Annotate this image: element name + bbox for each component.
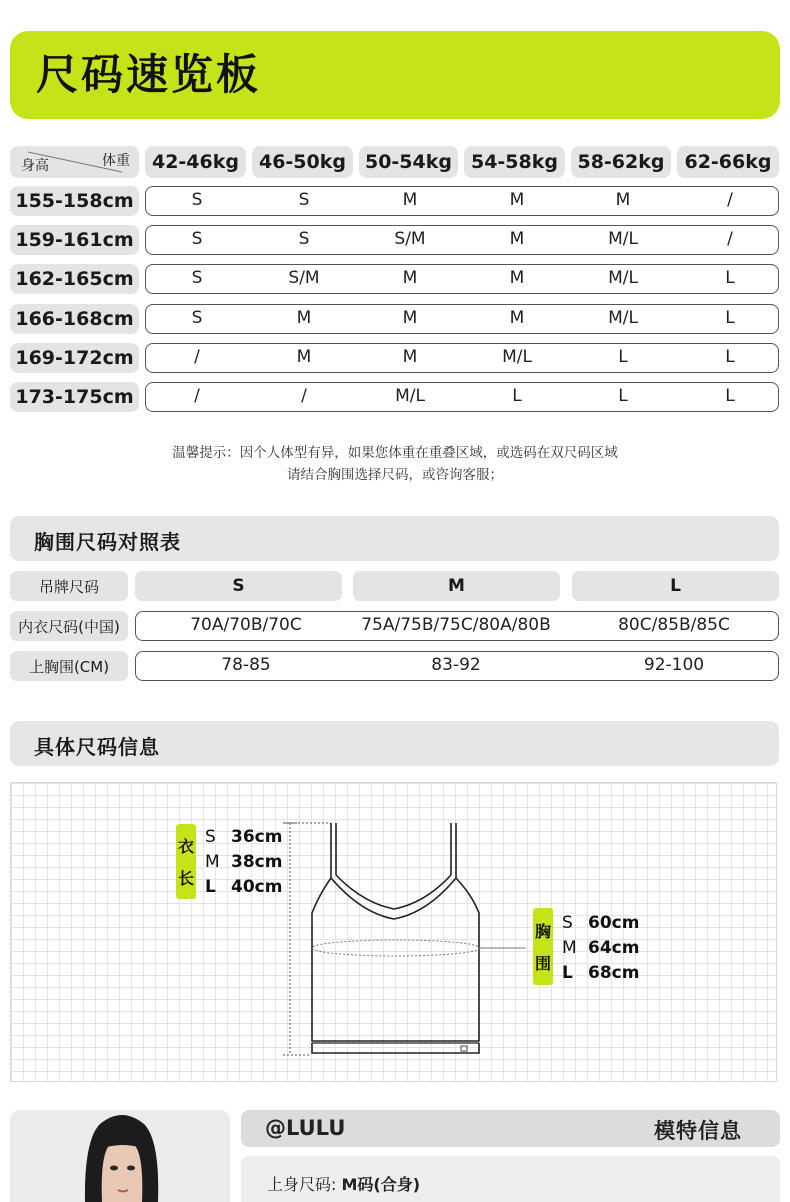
- bust-section-header: [10, 516, 779, 561]
- size-cell: /: [194, 386, 200, 406]
- detail-section-title: 具体尺码信息: [34, 735, 160, 759]
- height-row-header: 159-161cm: [10, 225, 139, 255]
- weight-axis-label: 体重: [102, 153, 130, 169]
- chest-value-s: 60cm: [588, 913, 640, 933]
- tag-size-m: M: [353, 571, 560, 601]
- length-measurements: [205, 825, 282, 900]
- model-info-body: [241, 1156, 780, 1202]
- size-row: [145, 225, 779, 255]
- chest-value-l: 68cm: [588, 963, 640, 983]
- chest-size-m: M: [562, 938, 577, 958]
- size-row: [145, 264, 779, 294]
- size-cell: M/L: [608, 229, 638, 249]
- size-cell: M: [402, 268, 418, 288]
- size-cell: /: [727, 229, 733, 249]
- model-top-size-label: 上身尺码:: [267, 1175, 337, 1194]
- page-title: 尺码速览板: [36, 50, 262, 99]
- bust-section-title: 胸围尺码对照表: [34, 530, 181, 554]
- weight-header: 62-66kg: [677, 146, 779, 178]
- chest-size-l: L: [562, 963, 573, 983]
- size-row: [145, 343, 779, 373]
- size-cell: L: [618, 386, 628, 406]
- length-value-s: 36cm: [231, 827, 283, 847]
- length-size-s: S: [205, 827, 216, 847]
- size-cell: /: [301, 386, 307, 406]
- model-handle: @LULU: [265, 1116, 346, 1140]
- length-size-m: M: [205, 852, 220, 872]
- weight-header: 58-62kg: [571, 146, 671, 178]
- size-row: [145, 304, 779, 334]
- chest-tag: [533, 908, 553, 985]
- size-cell: M/L: [395, 386, 425, 406]
- size-table-corner: [10, 146, 139, 178]
- size-cell: S: [191, 229, 203, 249]
- height-row-header: 173-175cm: [10, 382, 139, 412]
- height-row-header: 169-172cm: [10, 343, 139, 373]
- size-cell: M: [615, 190, 631, 210]
- tag-size-label: 吊牌尺码: [10, 571, 128, 601]
- length-value-m: 38cm: [231, 852, 283, 872]
- height-row-header: 166-168cm: [10, 304, 139, 334]
- size-cell: L: [725, 386, 735, 406]
- size-cell: M: [296, 308, 312, 328]
- size-cell: M: [509, 268, 525, 288]
- model-portrait-illustration: [10, 1110, 230, 1202]
- size-cell: M/L: [502, 347, 532, 367]
- model-photo: [10, 1110, 230, 1202]
- size-cell: /: [194, 347, 200, 367]
- size-cell: L: [725, 308, 735, 328]
- size-cell: L: [618, 347, 628, 367]
- size-cell: M: [509, 308, 525, 328]
- chest-tag-char: 胸: [534, 921, 551, 941]
- size-cell: M: [402, 347, 418, 367]
- bust-cm-label: 上胸围(CM): [10, 651, 128, 681]
- bra-size-label: 内衣尺码(中国): [10, 611, 128, 641]
- bra-size-row: [135, 611, 779, 641]
- size-cell: S: [191, 268, 203, 288]
- size-cell: L: [725, 268, 735, 288]
- bra-size-s: 70A/70B/70C: [190, 615, 302, 635]
- size-cell: S: [298, 190, 310, 210]
- length-value-l: 40cm: [231, 877, 283, 897]
- size-cell: S: [191, 190, 203, 210]
- size-cell: /: [727, 190, 733, 210]
- size-cell: S: [191, 308, 203, 328]
- title-banner: [10, 31, 780, 119]
- size-cell: M/L: [608, 308, 638, 328]
- chest-value-m: 64cm: [588, 938, 640, 958]
- height-row-header: 155-158cm: [10, 186, 139, 216]
- height-axis-label: 身高: [21, 158, 49, 174]
- model-top-size-value: M码(合身): [341, 1175, 421, 1194]
- length-tag-char: 长: [177, 868, 194, 888]
- size-row: [145, 382, 779, 412]
- chest-size-s: S: [562, 913, 573, 933]
- camisole-illustration: [11, 783, 778, 1083]
- size-cell: M: [509, 229, 525, 249]
- weight-header: 54-58kg: [464, 146, 565, 178]
- weight-header: 42-46kg: [145, 146, 246, 178]
- length-tag: [176, 824, 196, 899]
- tag-size-l: L: [572, 571, 779, 601]
- detail-section-header: [10, 721, 779, 766]
- size-cell: M: [509, 190, 525, 210]
- size-cell: M: [402, 190, 418, 210]
- size-cell: L: [512, 386, 522, 406]
- chest-tag-char: 围: [534, 954, 551, 974]
- bust-cm-s: 78-85: [221, 655, 271, 675]
- model-top-size: [267, 1172, 420, 1195]
- size-cell: S: [298, 229, 310, 249]
- height-row-header: 162-165cm: [10, 264, 139, 294]
- bust-cm-row: [135, 651, 779, 681]
- tag-size-s: S: [135, 571, 342, 601]
- model-info-header: [241, 1110, 780, 1147]
- size-tip-line-2: 请结合胸围选择尺码，或咨询客服；: [287, 467, 503, 483]
- bra-size-l: 80C/85B/85C: [618, 615, 730, 635]
- size-tip-line-1: 温馨提示：因个人体型有异，如果您体重在重叠区域，或选码在双尺码区域: [172, 445, 618, 461]
- size-cell: M: [402, 308, 418, 328]
- bust-cm-l: 92-100: [643, 655, 705, 675]
- length-size-l: L: [205, 877, 216, 897]
- chest-measurements: [562, 911, 639, 986]
- size-cell: M: [296, 347, 312, 367]
- bra-size-m: 75A/75B/75C/80A/80B: [361, 615, 551, 635]
- bust-cm-m: 83-92: [431, 655, 481, 675]
- size-cell: S/M: [394, 229, 426, 249]
- weight-header: 50-54kg: [359, 146, 458, 178]
- size-cell: S/M: [288, 268, 320, 288]
- model-info-title: 模特信息: [654, 1119, 742, 1143]
- size-cell: M/L: [608, 268, 638, 288]
- garment-diagram-area: [10, 782, 777, 1082]
- length-tag-char: 衣: [177, 837, 194, 857]
- size-row: [145, 186, 779, 216]
- size-cell: L: [725, 347, 735, 367]
- weight-header: 46-50kg: [252, 146, 353, 178]
